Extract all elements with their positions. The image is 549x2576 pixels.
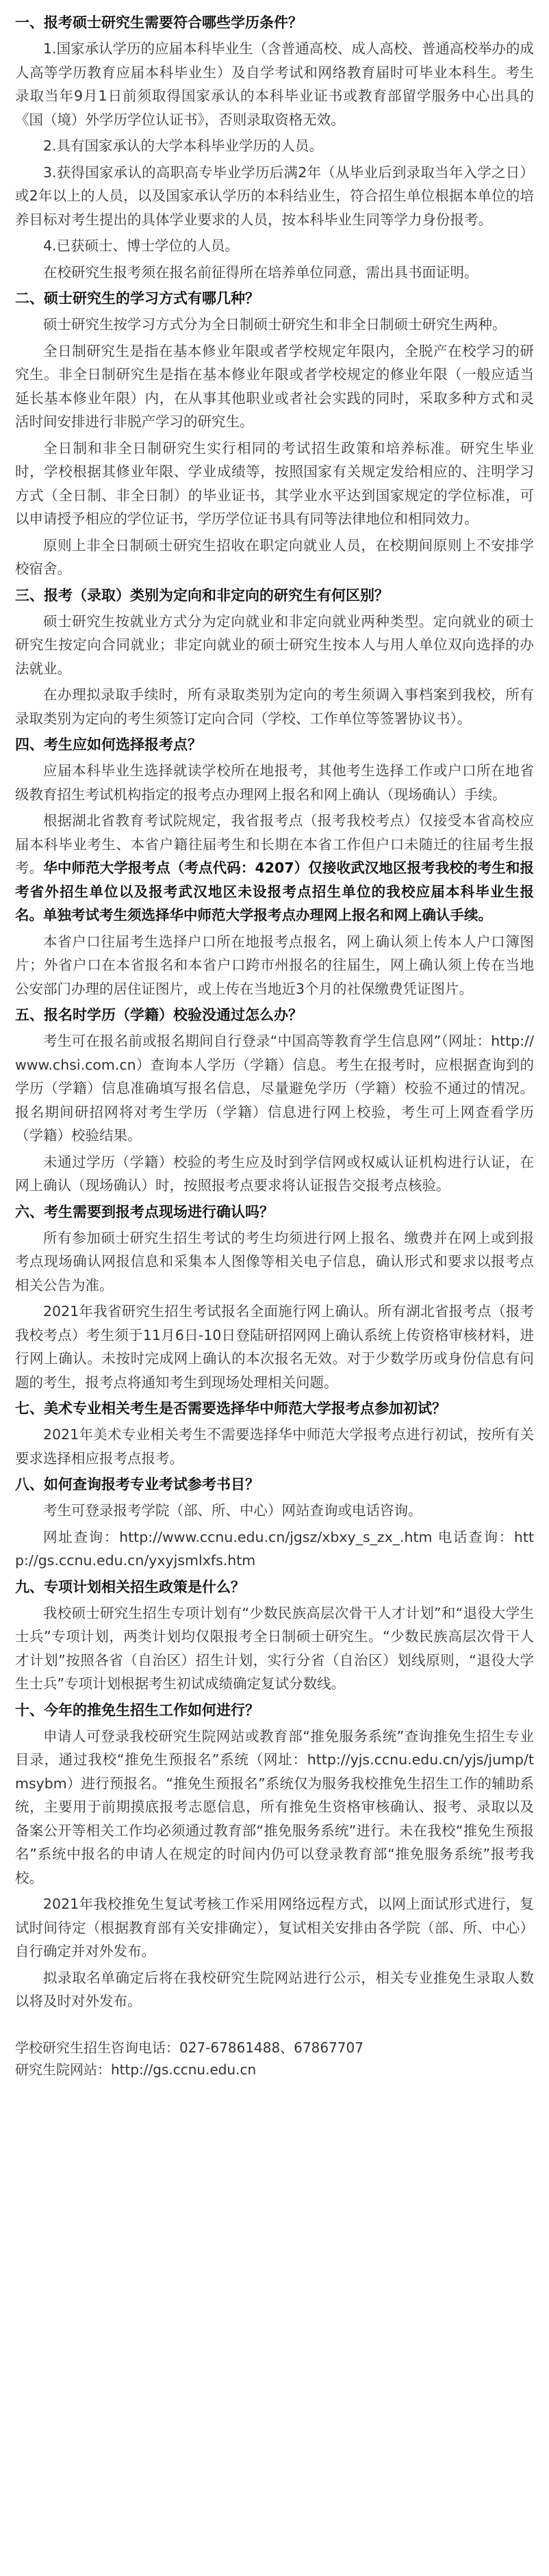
faq-section-8 xyxy=(15,1473,534,1573)
faq-paragraph: 本省户口往届考生选择户口所在地报考点报名，网上确认须上传本人户口簿图片；外省户口在本省报名和本省户口跨市州报名的往届生，网上确认须上传在当地公安部门办理的居住证图片，或上传在当地近3个月的社保缴费凭证图片。 xyxy=(15,933,534,997)
faq-paragraph-with-emphasis xyxy=(15,809,534,927)
faq-question: 四、考生应如何选择报考点？ xyxy=(15,736,202,753)
faq-section-1 xyxy=(15,11,534,284)
faq-section-2 xyxy=(15,287,534,581)
faq-paragraph: 2.具有国家承认的大学本科毕业学历的人员。 xyxy=(43,138,324,154)
faq-question: 九、专项计划相关招生政策是什么？ xyxy=(15,1578,245,1595)
faq-section-4 xyxy=(15,733,534,1001)
faq-paragraph: 在校研究生报考须在报名前征得所在培养单位同意，需出具书面证明。 xyxy=(43,263,478,281)
faq-section-6 xyxy=(15,1200,534,1395)
faq-paragraph: 全日制和非全日制研究生实行相同的考试招生政策和培养标准。研究生毕业时，学校根据其修业年限、学业成绩等，按照国家有关规定发给相应的、注明学习方式（全日制、非全日制）的毕业证书，其学业水平达到国家规定的学位标准，可以申请授予相应的学位证书，学历学位证书具有同等法律地位和相同效力。 xyxy=(15,439,534,527)
graduate-school-website-link[interactable]: 研究生院网站：http://gs.ccnu.edu.cn xyxy=(15,2061,257,2078)
faq-paragraph: 全日制研究生是指在基本修业年限或者学校规定年限内，全脱产在校学习的研究生。非全日制研究生是指在基本修业年限或者学校规定的修业年限（一般应适当延长基本修业年限）内，在从事其他职业或者社会实践的同时，采取多种方式和灵活时间安排进行非脱产学习的研究生。 xyxy=(15,342,534,430)
faq-paragraph: 2021年我校推免生复试考核工作采用网络远程方式，以网上面试形式进行，复试时间待定（根据教育部有关安排确定），复试相关安排由各学院（部、所、中心）自行确定并对外发布。 xyxy=(15,1896,534,1959)
faq-question: 五、报名时学历（学籍）校验没通过怎么办？ xyxy=(15,1007,303,1023)
faq-question: 八、如何查询报考专业考试参考书目？ xyxy=(15,1476,259,1493)
faq-paragraph: 3.获得国家承认的高职高专毕业学历后满2年（从毕业后到录取当年入学之日）或2年以上的人员，以及国家承认学历的本科结业生，符合招生单位根据本单位的培养目标对考生提出的具体学业要求的人员，按本科毕业生同等学力身份报考。 xyxy=(15,164,534,228)
faq-section-3 xyxy=(15,584,534,731)
faq-question: 十、今年的推免生招生工作如何进行？ xyxy=(15,1701,259,1718)
faq-paragraph: 原则上非全日制硕士研究生招收在职定向就业人员，在校期间原则上不安排学校宿舍。 xyxy=(15,537,534,577)
faq-question: 二、硕士研究生的学习方式有哪几种？ xyxy=(15,290,259,307)
faq-bold-text: 华中师范大学报考点（考点代码：4207）仅接收武汉地区报考我校的考生和报考省外招生单位以及报考武汉地区未设报考点招生单位的我校应届本科毕业生报名。单独考试考生须选择华中师范大学报考点办理网上报名和网上确认手续。 xyxy=(15,860,534,923)
faq-section-10 xyxy=(15,1699,534,2013)
faq-section-9 xyxy=(15,1575,534,1696)
contact-phone: 学校研究生招生咨询电话：027-67861488、67867707 xyxy=(15,2039,363,2056)
faq-question: 一、报考硕士研究生需要符合哪些学历条件？ xyxy=(15,14,303,31)
faq-paragraph: 未通过学历（学籍）校验的考生应及时到学信网或权威认证机构进行认证，在网上确认（现场确认）时，按照报考点要求将认证报告交报考点核验。 xyxy=(15,1153,534,1194)
faq-question: 七、美术专业相关考生是否需要选择华中师范大学报考点参加初试？ xyxy=(15,1400,446,1417)
faq-paragraph: 1.国家承认学历的应届本科毕业生（含普通高校、成人高校、普通高校举办的成人高等学历教育应届本科毕业生）及自学考试和网络教育届时可毕业本科生。考生录取当年9月1日前须取得国家承认的本科毕业证书或教育部留学服务中心出具的《国（境）外学历学位认证书》，否则录取资格无效。 xyxy=(15,40,534,128)
faq-section-5 xyxy=(15,1003,534,1198)
contact-footer xyxy=(15,2037,534,2081)
faq-paragraph: 硕士研究生按就业方式分为定向就业和非定向就业两种类型。定向就业的硕士研究生按定向合同就业；非定向就业的硕士研究生按本人与用人单位双向选择的办法就业。 xyxy=(15,613,534,677)
faq-paragraph: 所有参加硕士研究生招生考试的考生均须进行网上报名、缴费并在网上或到报考点现场确认网报信息和采集本人图像等相关电子信息，确认形式和要求以报考点相关公告为准。 xyxy=(15,1229,534,1293)
faq-paragraph: 应届本科毕业生选择就读学校所在地报考，其他考生选择工作或户口所在地省级教育招生考试机构指定的报考点办理网上报名和网上确认（现场确认）手续。 xyxy=(15,762,534,803)
faq-question: 三、报考（录取）类别为定向和非定向的研究生有何区别？ xyxy=(15,587,389,604)
faq-paragraph-text: 根据湖北省教育考试院规定，我省报考点（报考我校考点）仅接受本省高校应届本科毕业考生、本省户籍往届考生和长期在本省工作但户口未随迁的往届考生报考。 xyxy=(15,812,534,876)
reference-links[interactable]: 网址查询：http://www.ccnu.edu.cn/jgsz/xbxy_s_zx_.htm 电话查询：http://gs.ccnu.edu.cn/yxyjsmlxfs.htm xyxy=(15,1528,534,1569)
faq-section-7 xyxy=(15,1397,534,1470)
faq-paragraph: 2021年美术专业相关考生不需要选择华中师范大学报考点进行初试，按所有关要求选择相应报考点报考。 xyxy=(15,1426,534,1467)
faq-paragraph: 考生可登录报考学院（部、所、中心）网站查询或电话咨询。 xyxy=(43,1502,422,1519)
faq-paragraph: 在办理拟录取手续时，所有录取类别为定向的考生须调入事档案到我校，所有录取类别为定向的考生须签订定向合同（学校、工作单位等签署协议书）。 xyxy=(15,686,534,727)
faq-paragraph: 考生可在报名前或报名期间自行登录“中国高等教育学生信息网”（网址：http://www.chsi.com.cn）查询本人学历（学籍）信息。考生在报考时，应根据查询到的学历（学籍）信息准确填写报名信息，尽量避免学历（学籍）校验不通过的情况。报名期间研招网将对考生学历（学籍）信息进行网上校验，考生可上网查看学历（学籍）校验结果。 xyxy=(15,1033,534,1144)
faq-question: 六、考生需要到报考点现场进行确认吗？ xyxy=(15,1203,274,1220)
faq-paragraph: 我校硕士研究生招生专项计划有“少数民族高层次骨干人才计划”和“退役大学生士兵”专项计划，两类计划均仅限报考全日制硕士研究生。“少数民族高层次骨干人才计划”按照各省（自治区）招生计划，实行分省（自治区）划线原则，“退役大学生士兵”专项计划根据考生初试成绩确定复试分数线。 xyxy=(15,1604,534,1692)
faq-paragraph: 2021年我省研究生招生考试报名全面施行网上确认。所有湖北省报考点（报考我校考点）考生须于11月6日-10日登陆研招网网上确认系统上传资格审核材料，进行网上确认。未按时完成网上确认的本次报名无效。对于少数学历或身份信息有问题的考生，报考点将通知考生到现场处理相关问题。 xyxy=(15,1303,534,1391)
faq-paragraph: 拟录取名单确定后将在我校研究生院网站进行公示，相关专业推免生录取人数以将及时对外发布。 xyxy=(15,1969,534,2009)
faq-paragraph: 4.已获硕士、博士学位的人员。 xyxy=(43,237,240,254)
faq-paragraph: 申请人可登录我校研究生院网站或教育部“推免服务系统”查询推免生招生专业目录，通过我校“推免生预报名”系统（网址：http://yjs.ccnu.edu.cn/yjs/jump/tmsybm）进行预报名。“推免生预报名”系统仅为服务我校推免生招生工作的辅助系统，主要用于前期摸底报考志愿信息，所有推免生资格审核确认、报考、录取以及备案公开等相关工作均必须通过教育部“推免服务系统”进行。未在我校“推免生预报名”系统中报名的申请人在规定的时间内仍可以登录教育部“推免服务系统”报考我校。 xyxy=(15,1727,534,1886)
faq-paragraph: 硕士研究生按学习方式分为全日制硕士研究生和非全日制硕士研究生两种。 xyxy=(43,316,507,333)
